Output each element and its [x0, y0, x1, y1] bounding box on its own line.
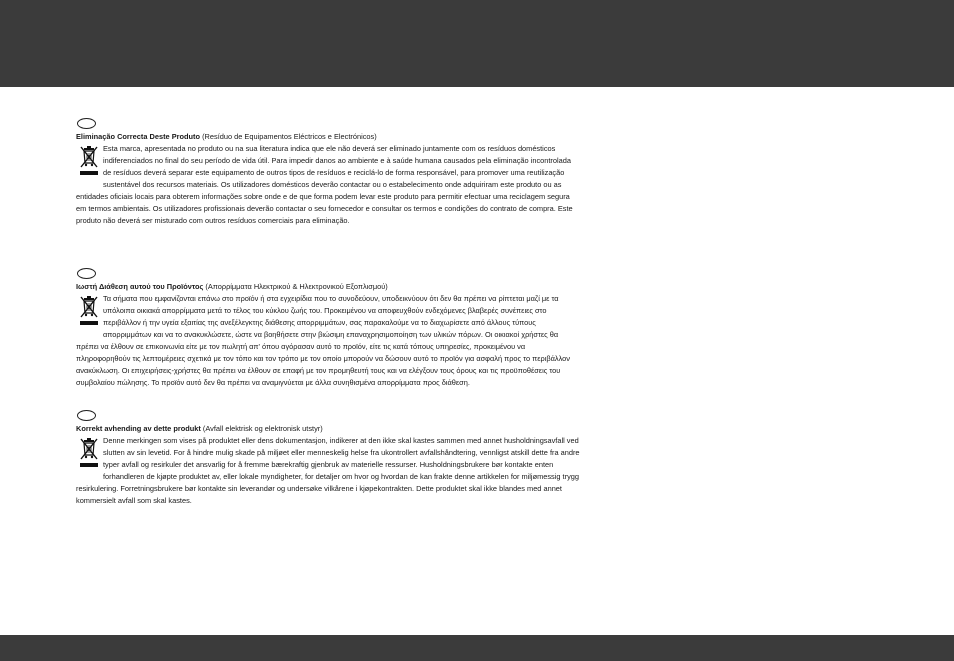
heading-bold: Eliminação Correcta Deste Produto	[76, 132, 201, 141]
section-norwegian	[76, 410, 581, 507]
weee-crossed-bin-icon	[76, 436, 102, 472]
language-badge	[77, 268, 96, 279]
section-heading	[76, 131, 581, 143]
top-bar	[0, 0, 954, 87]
heading-normal: (Avfall elektrisk og elektronisk utstyr)	[200, 424, 323, 433]
weee-crossed-bin-icon	[76, 144, 102, 180]
bottom-bar	[0, 635, 954, 661]
language-badge	[77, 118, 96, 129]
language-badge	[77, 410, 96, 421]
heading-bold: Ιωστή Διάθεση αυτού του Προϊόντος	[76, 282, 204, 291]
section-heading	[76, 281, 581, 293]
section-body: Denne merkingen som vises på produktet eller dens dokumentasjon, indikerer at den ikke skal kastes sammen med annet husholdningsavfall ved slutten av sin levetid. For å hindre mulig skade på miljøet eller menneskelig helse fra ukontrollert avfallshåndtering, vennligst atskill dette fra andre typer avfall og resirkuler det ansvarlig for å fremme bærekraftig gjenbruk av materielle ressurser. Husholdningsbrukere bør kontakte enten forhandleren de kjøpte produktet av, eller lokale myndigheter, for detaljer om hvor og hvordan de kan frakte denne artikkelen for miljømessig trygg resirkulering. Forretningsbrukere bør kontakte sin leverandør og undersøke vilkårene i kjøpekontrakten. Dette produktet skal ikke blandes med annet kommersielt avfall som skal kastes.	[76, 436, 580, 505]
heading-normal: (Resíduo de Equipamentos Eléctricos e Electrónicos)	[200, 132, 377, 141]
weee-crossed-bin-icon	[76, 294, 102, 330]
heading-bold: Korrekt avhending av dette produkt	[76, 424, 201, 433]
heading-normal: (Απορρίμματα Ηλεκτρικού & Ηλεκτρονικού Εξοπλισμού)	[203, 282, 388, 291]
section-heading	[76, 423, 581, 435]
section-greek	[76, 268, 581, 389]
section-body: Esta marca, apresentada no produto ou na sua literatura indica que ele não deverá ser eliminado juntamente com os resíduos domésticos indiferenciados no final do seu período de vida útil. Para impedir danos ao ambiente e à saúde humana causados pela eliminação incontrolada de resíduos deverá separar este equipamento de outros tipos de resíduos e reciclá-lo de forma responsável, para promover uma reutilização sustentável dos recursos materiais. Os utilizadores domésticos deverão contactar ou o estabelecimento onde adquiriram este produto ou as entidades oficiais locais para obterem informações sobre onde e de que forma podem levar este produto para permitir efectuar uma reciclagem segura em termos ambientais. Os utilizadores profissionais deverão contactar o seu fornecedor e consultar os termos e condições do contrato de compra. Este produto não deverá ser misturado com outros resíduos comerciais para eliminação.	[76, 144, 573, 225]
section-body: Τα σήματα που εμφανίζονται επάνω στο προϊόν ή στα εγχειρίδια που το συνοδεύουν, υποδεικνύουν ότι δεν θα πρέπει να ρίπτεται μαζί με τα υπόλοιπα οικιακά απορρίμματα μετά το τέλος του κύκλου ζωής του. Προκειμένου να αποφευχθούν ενδεχόμενες βλαβερές συνέπειες στο περιβάλλον ή την υγεία εξαιτίας της ανεξέλεγκτης διάθεσης απορριμμάτων, σας παρακαλούμε να το διαχωρίσετε από άλλους τύπους απορριμμάτων και να το ανακυκλώσετε, ώστε να βοηθήσετε στην βιώσιμη επαναχρησιμοποίηση των υλικών πόρων. Οι οικιακοί χρήστες θα πρέπει να έλθουν σε επικοινωνία είτε με τον πωλητή απ' όπου αγόρασαν αυτό το προϊόν, είτε τις κατά τόπους υπηρεσίες, προκειμένου να πληροφορηθούν τις λεπτομέρειες σχετικά με τον τόπο και τον τρόπο με τον οποίο μπορούν να δώσουν αυτό το προϊόν για ασφαλή προς το περιβάλλον ανακύκλωση. Οι επιχειρήσεις-χρήστες θα πρέπει να έλθουν σε επαφή με τον προμηθευτή τους και να ελέγξουν τους όρους και τις προϋποθέσεις του συμβολαίου πώλησης. Το προϊόν αυτό δεν θα πρέπει να αναμιγνύεται με άλλα συνηθισμένα απορρίμματα προς διάθεση.	[76, 294, 570, 387]
section-portuguese	[76, 118, 581, 227]
